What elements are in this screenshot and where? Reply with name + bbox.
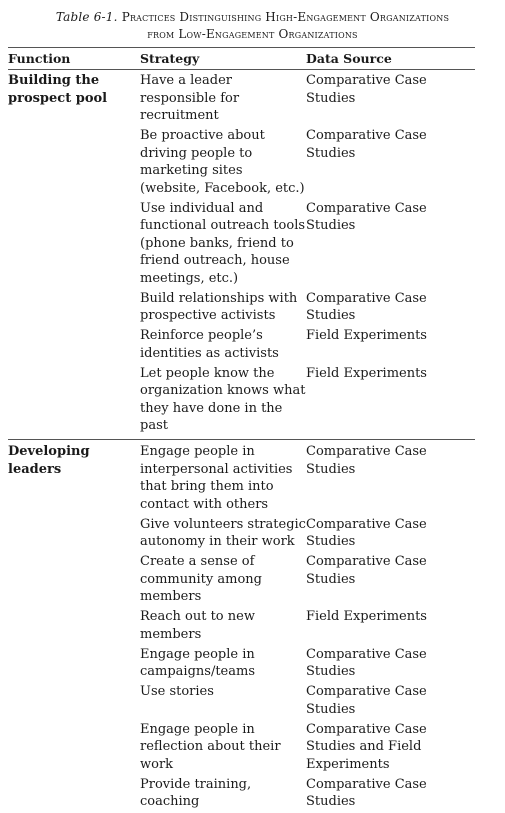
- table-title-line-2: from Low-Engagement Organizations: [0, 26, 505, 43]
- data-source-cell: Comparative Case Studies and Field Experiments: [306, 721, 475, 776]
- strategy-cell: Engage people in interpersonal activities that bring them into contact with others: [140, 437, 306, 516]
- practices-table: [8, 72, 475, 813]
- strategy-cell: Engage people in reflection about their work: [140, 721, 306, 776]
- table-row: [8, 72, 475, 127]
- strategy-cell: Create a sense of community among members: [140, 553, 306, 608]
- strategy-cell: Use individual and functional outreach tools (phone banks, friend to friend outreach, house meetings, etc.): [140, 200, 306, 290]
- table-row: [8, 127, 475, 200]
- function-cell: [8, 721, 140, 776]
- table-row: [8, 200, 475, 290]
- data-source-cell: Field Experiments: [306, 365, 475, 438]
- top-rule: [8, 47, 475, 48]
- strategy-cell: Give volunteers strategic autonomy in their work: [140, 516, 306, 554]
- function-cell: [8, 683, 140, 721]
- data-source-cell: Comparative Case Studies: [306, 437, 475, 516]
- header-data-source: Data Source: [306, 51, 392, 66]
- table-caption: [0, 9, 505, 43]
- data-source-cell: Field Experiments: [306, 608, 475, 646]
- table-row: [8, 516, 475, 554]
- function-cell: [8, 646, 140, 684]
- strategy-cell: Engage people in campaigns/teams: [140, 646, 306, 684]
- table-number: Table 6-1.: [56, 10, 118, 24]
- table-row: [8, 553, 475, 608]
- data-source-cell: Comparative Case Studies: [306, 776, 475, 813]
- function-cell: Developing leaders: [8, 437, 140, 516]
- function-cell: [8, 200, 140, 290]
- table-row: [8, 646, 475, 684]
- strategy-cell: Be proactive about driving people to marketing sites (website, Facebook, etc.): [140, 127, 306, 200]
- data-source-cell: Comparative Case Studies: [306, 683, 475, 721]
- function-cell: [8, 290, 140, 328]
- table-row: [8, 608, 475, 646]
- strategy-cell: Use stories: [140, 683, 306, 721]
- table-row: [8, 290, 475, 328]
- table-title-line-1: Practices Distinguishing High-Engagement Organizations: [122, 10, 449, 24]
- function-cell: [8, 365, 140, 438]
- data-source-cell: Comparative Case Studies: [306, 200, 475, 290]
- data-source-cell: Comparative Case Studies: [306, 127, 475, 200]
- function-cell: Building the prospect pool: [8, 72, 140, 127]
- strategy-cell: Reach out to new members: [140, 608, 306, 646]
- table-row: [8, 721, 475, 776]
- table-row: [8, 327, 475, 365]
- data-source-cell: Comparative Case Studies: [306, 290, 475, 328]
- table-row: [8, 365, 475, 438]
- strategy-cell: Reinforce people’s identities as activists: [140, 327, 306, 365]
- header-rule: [8, 69, 475, 70]
- data-source-cell: Comparative Case Studies: [306, 553, 475, 608]
- group-divider-rule: [8, 439, 475, 440]
- table-row: [8, 776, 475, 813]
- function-cell: [8, 516, 140, 554]
- data-source-cell: Field Experiments: [306, 327, 475, 365]
- header-strategy: Strategy: [140, 51, 199, 66]
- function-cell: [8, 608, 140, 646]
- function-cell: [8, 127, 140, 200]
- table-row: [8, 437, 475, 516]
- strategy-cell: Have a leader responsible for recruitment: [140, 72, 306, 127]
- strategy-cell: Let people know the organization knows what they have done in the past: [140, 365, 306, 438]
- function-cell: [8, 776, 140, 813]
- header-function: Function: [8, 51, 70, 66]
- table-row: [8, 683, 475, 721]
- caption-line-1: [0, 9, 505, 26]
- data-source-cell: Comparative Case Studies: [306, 516, 475, 554]
- function-cell: [8, 553, 140, 608]
- function-cell: [8, 327, 140, 365]
- data-source-cell: Comparative Case Studies: [306, 72, 475, 127]
- strategy-cell: Build relationships with prospective activists: [140, 290, 306, 328]
- strategy-cell: Provide training, coaching: [140, 776, 306, 813]
- data-source-cell: Comparative Case Studies: [306, 646, 475, 684]
